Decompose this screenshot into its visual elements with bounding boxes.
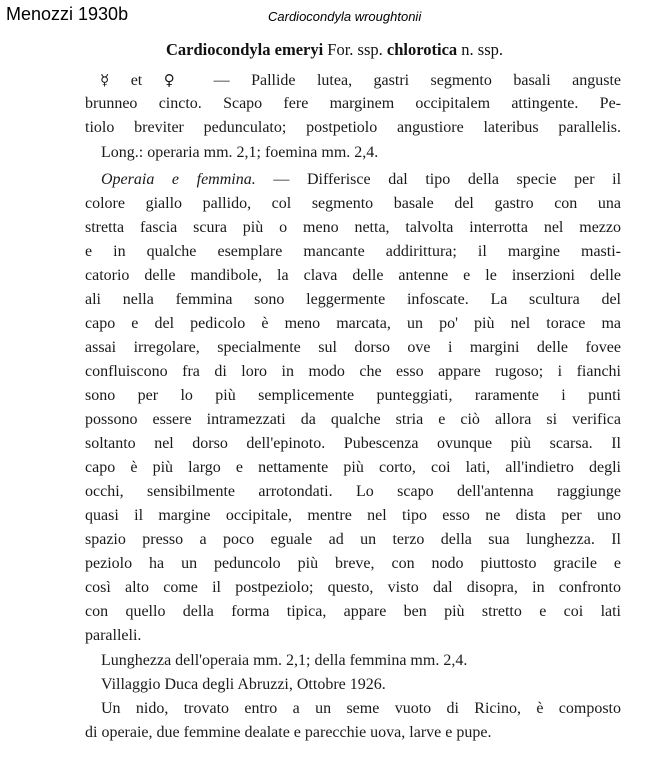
italian-line: quasi il margine occipitale, mentre nel tipo esso ne dista per uno [85, 507, 621, 524]
latin-line-1-text: — Pallide lutea, gastri segmento basali anguste [213, 72, 622, 89]
nest-line-2: di operaie, due femmine dealate e parecchie uova, larve e pupe. [85, 724, 492, 741]
italian-line: colore giallo pallido, col segmento basale del gastro con una [85, 195, 621, 212]
title-genus-species: Cardiocondyla emeryi [165, 40, 324, 59]
italian-line-last: paralleli. [85, 627, 142, 644]
italian-line: stretta fascia scura più o meno netta, talvolta interrotta nel mezzo [85, 219, 621, 236]
italian-line: capo è più largo e nettamente più corto, coi lati, all'indietro degli [85, 459, 621, 476]
latin-measurements: Long.: operaria mm. 2,1; foemina mm. 2,4. [101, 144, 379, 161]
italian-line: capo e del pedicolo è meno marcata, un po' più nel torace ma [85, 315, 621, 332]
latin-et: et [130, 72, 143, 89]
italian-line: spazio presso a poco eguale ad un terzo della sua lunghezza. Il [85, 531, 621, 548]
italian-line: così alto come il postpeziolo; questo, visto dal disopra, in confronto [85, 579, 621, 596]
italian-line-1 [101, 170, 621, 190]
italian-line: catorio delle mandibole, la clava delle antenne e le inserzioni delle [85, 267, 621, 284]
italian-line: e in qualche esemplare mancante addirittura; il margine masti- [85, 243, 621, 260]
italian-line: occhi, sensibilmente arrotondati. Lo scapo dell'antenna raggiunge [85, 483, 621, 500]
title-subspecies: chlorotica [386, 40, 458, 59]
nest-line-1: Un nido, trovato entro a un seme vuoto di Ricino, è composto [101, 700, 621, 717]
italian-line: ali nella femmina sono leggermente infoscate. La scultura del [85, 291, 621, 308]
latin-line-2: brunneo cincto. Scapo fere marginem occipitalem attingente. Pe- [85, 95, 621, 112]
latin-line-1 [100, 70, 621, 91]
italian-line: sono per lo più semplicemente punteggiati, raramente i punti [85, 387, 621, 404]
italian-heading: Operaia e femmina. [101, 171, 256, 188]
italian-line-1-text: — Differisce dal tipo della specie per il [273, 171, 622, 188]
italian-line: peziolo ha un peduncolo più breve, con nodo piuttosto gracile e [85, 555, 621, 572]
measurements-line: Lunghezza dell'operaia mm. 2,1; della femmina mm. 2,4. [101, 652, 468, 669]
taxon-title [0, 40, 669, 60]
italian-line: assai irregolare, specialmente sul dorso ove i margini delle fovee [85, 339, 621, 356]
italian-line: soltanto nel dorso dell'epinoto. Pubescenza ovunque più scarsa. Il [85, 435, 621, 452]
latin-line-3: tiolo breviter pedunculato; postpetiolo angustiore lateribus parallelis. [85, 119, 621, 136]
title-rank: n. ssp. [461, 40, 504, 59]
female-symbol-icon: ♀ [163, 71, 193, 89]
header-author-citation: Menozzi 1930b [6, 4, 129, 24]
worker-symbol-icon: ☿ [100, 71, 110, 89]
header-species-name: Cardiocondyla wroughtonii [268, 9, 422, 24]
title-author-abbr: For. ssp. [327, 40, 383, 59]
italian-line: possono essere intramezzati da qualche stria e ciò allora si verifica [85, 411, 621, 428]
locality-line: Villaggio Duca degli Abruzzi, Ottobre 1926. [101, 676, 386, 693]
italian-line: con quello della forma tipica, appare ben più stretto e coi lati [85, 603, 621, 620]
italian-line: confluiscono fra di loro in modo che esso appare rugoso; i fianchi [85, 363, 621, 380]
